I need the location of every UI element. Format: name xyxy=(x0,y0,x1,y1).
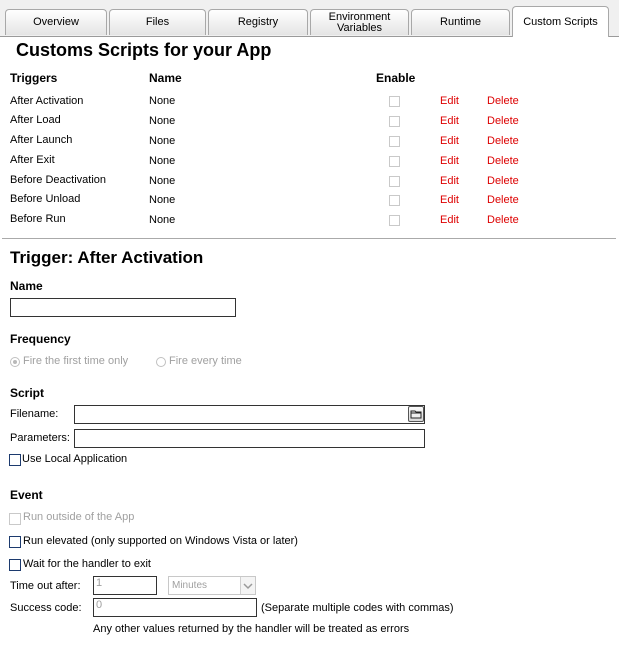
script-name: None xyxy=(149,175,176,187)
frequency-first-radio[interactable] xyxy=(10,357,20,367)
run-outside-checkbox[interactable] xyxy=(9,513,21,525)
tab-overview-label: Overview xyxy=(33,16,79,28)
wait-handler-checkbox[interactable] xyxy=(9,559,21,571)
triggers-header: Triggers xyxy=(10,71,58,85)
enable-checkbox[interactable] xyxy=(389,136,400,147)
trigger-label: After Launch xyxy=(10,134,73,146)
script-name: None xyxy=(149,95,176,107)
wait-handler-label: Wait for the handler to exit xyxy=(23,558,151,570)
enable-checkbox[interactable] xyxy=(389,96,400,107)
trigger-title: Trigger: After Activation xyxy=(10,248,204,267)
timeout-input-value: 1 xyxy=(96,577,103,589)
tab-custom-scripts-label: Custom Scripts xyxy=(523,15,598,28)
frequency-every-label: Fire every time xyxy=(169,355,242,367)
delete-link[interactable]: Delete xyxy=(487,155,519,167)
enable-checkbox[interactable] xyxy=(389,116,400,127)
tab-files-label: Files xyxy=(145,16,170,28)
name-input[interactable] xyxy=(10,298,236,317)
enable-checkbox[interactable] xyxy=(389,215,400,226)
tab-registry-label: Registry xyxy=(237,16,279,28)
parameters-input[interactable] xyxy=(74,429,425,448)
script-name: None xyxy=(149,155,176,167)
tab-overview[interactable] xyxy=(5,9,107,35)
trigger-label: After Load xyxy=(10,114,61,126)
edit-link[interactable]: Edit xyxy=(440,155,459,167)
tab-custom-scripts[interactable] xyxy=(512,6,609,37)
use-local-application-checkbox[interactable] xyxy=(9,454,21,466)
delete-link[interactable]: Delete xyxy=(487,175,519,187)
script-name: None xyxy=(149,115,176,127)
script-section-label: Script xyxy=(10,386,45,400)
name-section-label: Name xyxy=(10,279,43,293)
section-divider xyxy=(2,238,616,239)
tab-environment-label-line2: Variables xyxy=(336,21,383,34)
tab-files[interactable] xyxy=(109,9,206,35)
enable-checkbox[interactable] xyxy=(389,176,400,187)
tab-environment-label-line1: Environment xyxy=(328,10,391,23)
script-name: None xyxy=(149,194,176,206)
edit-link[interactable]: Edit xyxy=(440,95,459,107)
name-header: Name xyxy=(149,71,182,85)
chevron-down-icon xyxy=(240,577,255,594)
edit-link[interactable]: Edit xyxy=(440,175,459,187)
other-values-note: Any other values returned by the handler will be treated as errors xyxy=(93,623,410,635)
frequency-first-label: Fire the first time only xyxy=(23,355,129,367)
edit-link[interactable]: Edit xyxy=(440,194,459,206)
frequency-section-label: Frequency xyxy=(10,332,71,346)
success-code-hint: (Separate multiple codes with commas) xyxy=(261,602,454,614)
tab-registry[interactable] xyxy=(208,9,308,35)
success-code-label: Success code: xyxy=(10,602,82,614)
browse-folder-button[interactable] xyxy=(408,406,424,422)
event-section-label: Event xyxy=(10,488,43,502)
filename-input[interactable] xyxy=(74,405,425,424)
trigger-label: After Exit xyxy=(10,154,55,166)
trigger-label: After Activation xyxy=(10,95,84,107)
use-local-application-label: Use Local Application xyxy=(22,453,128,465)
edit-link[interactable]: Edit xyxy=(440,214,459,226)
delete-link[interactable]: Delete xyxy=(487,135,519,147)
delete-link[interactable]: Delete xyxy=(487,115,519,127)
delete-link[interactable]: Delete xyxy=(487,95,519,107)
edit-link[interactable]: Edit xyxy=(440,135,459,147)
run-elevated-label: Run elevated (only supported on Windows Vista or later) xyxy=(23,535,298,547)
timeout-unit-select[interactable] xyxy=(168,576,256,595)
success-code-value: 0 xyxy=(96,599,103,611)
trigger-label: Before Unload xyxy=(10,193,81,205)
enable-checkbox[interactable] xyxy=(389,195,400,206)
enable-header: Enable xyxy=(376,71,416,85)
trigger-label: Before Run xyxy=(10,213,66,225)
tab-runtime-label: Runtime xyxy=(440,16,481,28)
timeout-input[interactable] xyxy=(93,576,157,595)
delete-link[interactable]: Delete xyxy=(487,194,519,206)
success-code-input[interactable] xyxy=(93,598,257,617)
frequency-every-radio[interactable] xyxy=(156,357,166,367)
page-title: Customs Scripts for your App xyxy=(16,40,272,60)
folder-icon xyxy=(409,407,423,421)
tab-bar xyxy=(0,0,619,37)
tab-runtime[interactable] xyxy=(411,9,510,35)
timeout-unit-value: Minutes xyxy=(172,580,208,591)
script-name: None xyxy=(149,214,176,226)
edit-link[interactable]: Edit xyxy=(440,115,459,127)
delete-link[interactable]: Delete xyxy=(487,214,519,226)
run-elevated-checkbox[interactable] xyxy=(9,536,21,548)
filename-label: Filename: xyxy=(10,408,59,420)
timeout-label: Time out after: xyxy=(10,580,81,592)
enable-checkbox[interactable] xyxy=(389,156,400,167)
tab-environment-variables[interactable] xyxy=(310,9,409,35)
script-name: None xyxy=(149,135,176,147)
parameters-label: Parameters: xyxy=(10,432,70,444)
trigger-label: Before Deactivation xyxy=(10,174,106,186)
run-outside-label: Run outside of the App xyxy=(23,511,135,523)
